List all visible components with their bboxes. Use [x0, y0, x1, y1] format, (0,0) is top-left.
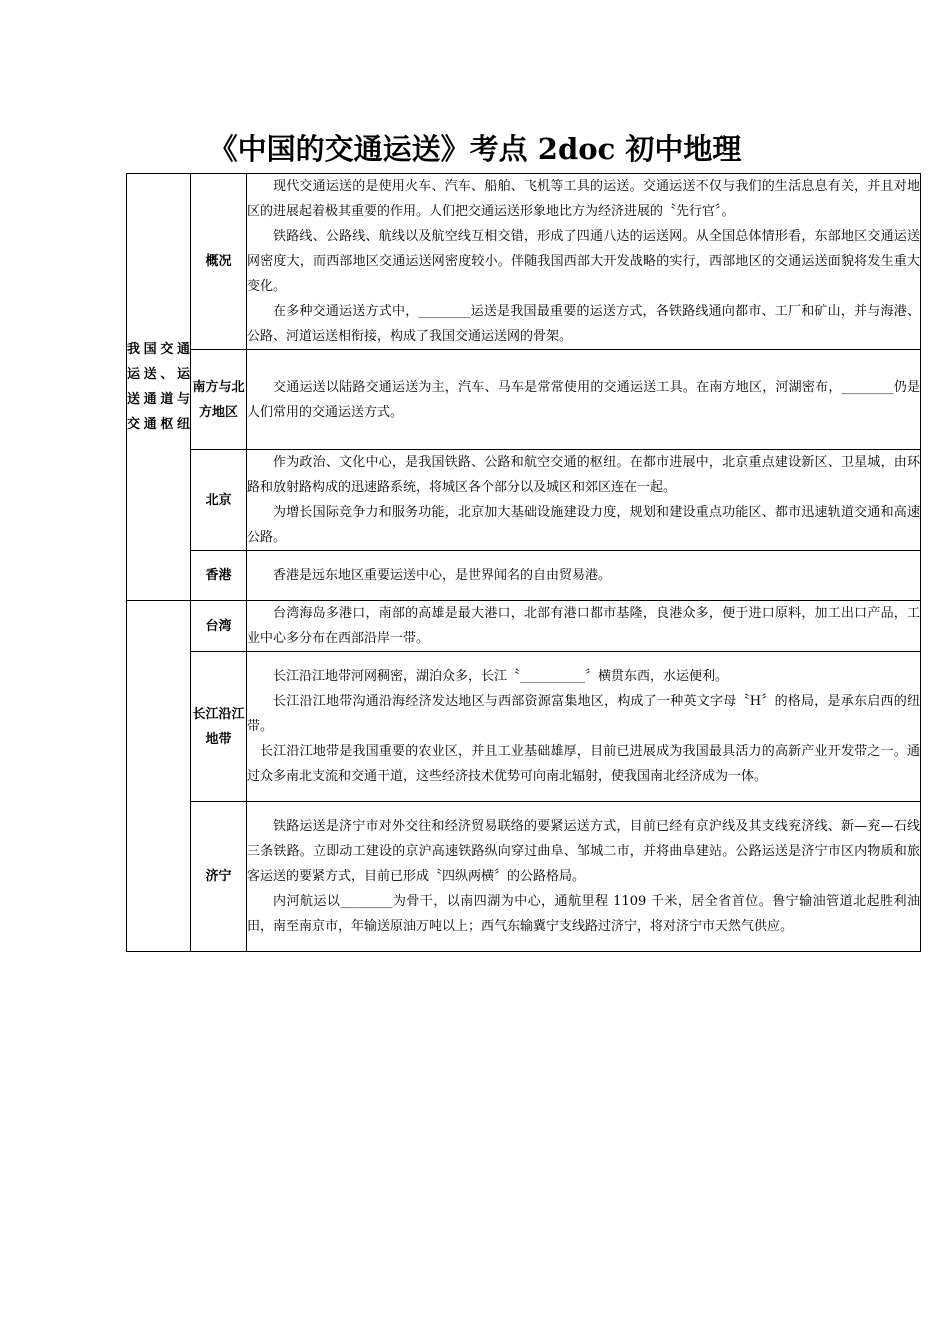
- category-label: 我国交通运送、运送通道与交通枢纽: [127, 342, 190, 432]
- paragraph: 香港是远东地区重要运送中心，是世界闻名的自由贸易港。: [273, 568, 612, 583]
- category-cell: [127, 174, 191, 601]
- row-label-hongkong: 香港: [191, 551, 247, 601]
- paragraph: 长江沿江地带是我国重要的农业区，并且工业基础雄厚，目前已进展成为我国最具活力的高新产业开发带之一。通过众多南北支流和交通干道，这些经济技术优势可向南北辐射，使我国南北经济成为一体。: [247, 744, 920, 784]
- paragraph: 在多种交通运送方式中，________运送是我国最重要的运送方式，各铁路线通向都市、工厂和矿山，并与海港、公路、河道运送相衔接，构成了我国交通运送网的骨架。: [247, 304, 920, 344]
- paragraph: 内河航运以________为骨干，以南四湖为中心，通航里程 1109 千米，居全省首位。鲁宁输油管道北起胜利油田，南至南京市，年输送原油万吨以上；西气东输冀宁支线路过济宁，将对济宁市天然气供应。: [247, 894, 920, 934]
- row-body-beijing: [247, 450, 921, 551]
- row-label-yangtze: 长江沿江地带: [191, 652, 247, 802]
- row-body-jining: [247, 802, 921, 952]
- paragraph: 长江沿江地带河网稠密，湖泊众多，长江〝__________〞横贯东西，水运便利。: [273, 669, 729, 684]
- empty-category-cell: [127, 601, 191, 952]
- paragraph: 台湾海岛多港口，南部的高雄是最大港口，北部有港口都市基隆，良港众多，便于进口原料，加工出口产品，工业中心多分布在西部沿岸一带。: [247, 606, 920, 646]
- paragraph: 交通运送以陆路交通运送为主，汽车、马车是常常使用的交通运送工具。在南方地区，河湖密布，________仍是人们常用的交通运送方式。: [247, 379, 920, 420]
- row-label-beijing: 北京: [191, 450, 247, 551]
- paragraph: 长江沿江地带沟通沿海经济发达地区与西部资源富集地区，构成了一种英文字母〝H〞的格局，是承东启西的纽带。: [247, 694, 920, 734]
- row-label-overview: 概况: [191, 174, 247, 350]
- row-body-taiwan: [247, 601, 921, 652]
- row-label-taiwan: 台湾: [191, 601, 247, 652]
- content-table: [126, 173, 921, 952]
- row-body-yangtze: [247, 652, 921, 802]
- document-title: 《中国的交通运送》考点 2doc 初中地理: [208, 132, 742, 166]
- paragraph: 铁路线、公路线、航线以及航空线互相交错，形成了四通八达的运送网。从全国总体情形看，东部地区交通运送网密度大，而西部地区交通运送网密度较小。伴随我国西部大开发战略的实行，西部地区的交通运送面貌将发生重大变化。: [247, 229, 920, 294]
- paragraph: 现代交通运送的是使用火车、汽车、船舶、飞机等工具的运送。交通运送不仅与我们的生活息息有关，并且对地区的进展起着极其重要的作用。人们把交通运送形象地比方为经济进展的〝先行官〞。: [247, 179, 920, 219]
- row-body-hongkong: [247, 551, 921, 601]
- paragraph: 为增长国际竞争力和服务功能，北京加大基础设施建设力度，规划和建设重点功能区、都市迅速轨道交通和高速公路。: [247, 505, 920, 545]
- row-body-south-north: [247, 350, 921, 450]
- paragraph: 铁路运送是济宁市对外交往和经济贸易联络的要紧运送方式，目前已经有京沪线及其支线兖济线、新—兖—石线三条铁路。立即动工建设的京沪高速铁路纵向穿过曲阜、邹城二市，并将曲阜建站。公路运送是济宁市区内物质和旅客运送的要紧方式，目前已形成〝四纵两横〞的公路格局。: [247, 819, 920, 884]
- row-body-overview: [247, 174, 921, 350]
- paragraph: 作为政治、文化中心，是我国铁路、公路和航空交通的枢纽。在都市进展中，北京重点建设新区、卫星城，由环路和放射路构成的迅速路系统，将城区各个部分以及城区和郊区连在一起。: [247, 455, 920, 495]
- row-label-south-north: 南方与北方地区: [191, 350, 247, 450]
- row-label-jining: 济宁: [191, 802, 247, 952]
